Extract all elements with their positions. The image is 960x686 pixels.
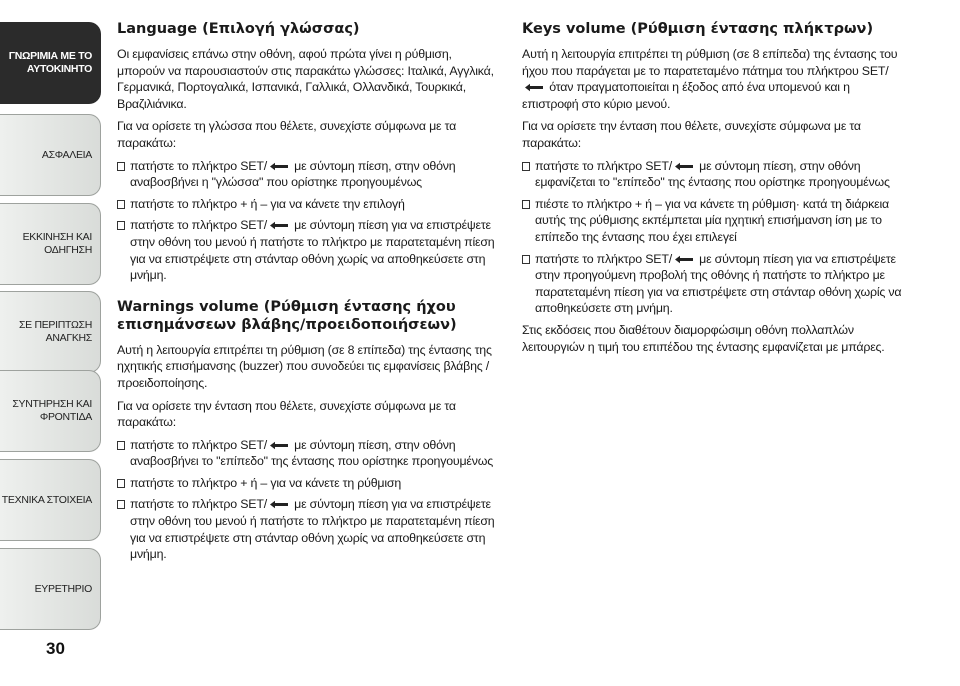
tab-technical-data[interactable] bbox=[0, 459, 101, 541]
list-item: πατήστε το πλήκτρο SET/ με σύντομη πίεση, στην οθόνη αναβοσβήνει το "επίπεδο" της έντασης που ορίστηκε προηγουμένως bbox=[117, 437, 497, 470]
checkbox-bullet-icon bbox=[117, 441, 125, 450]
back-arrow-icon bbox=[269, 441, 289, 450]
list-item: πατήστε το πλήκτρο SET/ με σύντομη πίεση, στην οθόνη εμφανίζεται το "επίπεδο" της έντασης που ορίστηκε προηγουμένως bbox=[522, 158, 907, 191]
language-intro: Οι εμφανίσεις επάνω στην οθόνη, αφού πρώτα γίνει η ρύθμιση, μπορούν να παρουσιαστούν στις παρακάτω γλώσσες: Ιταλικά, Αγγλικά, Γερμανικά, Πορτογαλικά, Ισπανικά, Γαλλικά, Ολλανδικά, Τουρκικά, Βραζιλιάνικα. bbox=[117, 47, 494, 111]
tab-safety[interactable] bbox=[0, 114, 101, 196]
checkbox-bullet-icon bbox=[117, 200, 125, 209]
tab-index[interactable] bbox=[0, 548, 101, 630]
checkbox-bullet-icon bbox=[522, 162, 530, 171]
tab-starting-driving[interactable] bbox=[0, 203, 101, 285]
list-item: πατήστε το πλήκτρο + ή – για να κάνετε τη ρύθμιση bbox=[117, 475, 497, 492]
list-item: πατήστε το πλήκτρο SET/ με σύντομη πίεση, στην οθόνη αναβοσβήνει η "γλώσσα" που ορίστηκε προηγουμένως bbox=[117, 158, 497, 191]
chapter-sidebar bbox=[0, 0, 103, 686]
checkbox-bullet-icon bbox=[117, 162, 125, 171]
tab-label: ΣΥΝΤΗΡΗΣΗ ΚΑΙ ΦΡΟΝΤΙΔΑ bbox=[12, 398, 92, 423]
keys-steps bbox=[522, 158, 907, 317]
warnings-steps bbox=[117, 437, 497, 563]
checkbox-bullet-icon bbox=[522, 255, 530, 264]
tab-label: ΕΚΚΙΝΗΣΗ ΚΑΙ ΟΔΗΓΗΣΗ bbox=[22, 231, 92, 256]
warnings-instruction: Για να ορίσετε την ένταση που θέλετε, συνεχίστε σύμφωνα με τα παρακάτω: bbox=[117, 398, 456, 430]
tab-maintenance-care[interactable] bbox=[0, 370, 101, 452]
page-number: 30 bbox=[46, 639, 65, 658]
back-arrow-icon bbox=[674, 255, 694, 264]
keys-heading: Keys volume (Ρύθμιση έντασης πλήκτρων) bbox=[522, 21, 874, 37]
warnings-heading: Warnings volume (Ρύθμιση έντασης ήχου επισημάνσεων βλάβης/προειδοποιήσεων) bbox=[117, 298, 457, 333]
back-arrow-icon bbox=[269, 221, 289, 230]
left-column bbox=[117, 20, 497, 568]
list-item: πατήστε το πλήκτρο + ή – για να κάνετε την επιλογή bbox=[117, 196, 497, 213]
list-item: πατήστε το πλήκτρο SET/ με σύντομη πίεση για να επιστρέψετε στην προηγούμενη προβολή της οθόνης ή πατήστε το πλήκτρο με παρατεταμένη πίεση για να επιστρέψετε στη στάνταρ οθόνη χωρίς να αποθηκεύσετε στη μνήμη. bbox=[522, 251, 907, 317]
keys-intro: Αυτή η λειτουργία επιτρέπει τη ρύθμιση (σε 8 επίπεδα) της έντασης του ήχου που παράγεται με το παρατεταμένο πάτημα του πλήκτρου SET/ όταν πραγματοποιείται η έξοδος από ένα υπομενού και η επιστροφή στο κύριο μενού. bbox=[522, 47, 898, 111]
tab-label: ΓΝΩΡΙΜΙΑ ΜΕ ΤΟ ΑΥΤΟΚΙΝΗΤΟ bbox=[8, 50, 92, 75]
tab-label: ΤΕΧΝΙΚΑ ΣΤΟΙΧΕΙΑ bbox=[1, 493, 92, 506]
language-heading: Language (Επιλογή γλώσσας) bbox=[117, 21, 360, 37]
checkbox-bullet-icon bbox=[117, 221, 125, 230]
back-arrow-icon bbox=[674, 162, 694, 171]
keys-instruction: Για να ορίσετε την ένταση που θέλετε, συνεχίστε σύμφωνα με τα παρακάτω: bbox=[522, 119, 861, 150]
back-arrow-icon bbox=[524, 83, 544, 92]
tab-label: ΑΣΦΑΛΕΙΑ bbox=[41, 148, 92, 161]
keys-note: Στις εκδόσεις που διαθέτουν διαμορφώσιμη οθόνη πολλαπλών λειτουργιών η τιμή του επιπέδου της έντασης εμφανίζεται με μπάρες. bbox=[522, 322, 885, 354]
list-item: πατήστε το πλήκτρο SET/ με σύντομη πίεση για να επιστρέψετε στην οθόνη του μενού ή πατήστε το πλήκτρο με παρατεταμένη πίεση για να επιστρέψετε στη στάνταρ οθόνη χωρίς να αποθηκεύσετε στη μνήμη. bbox=[117, 217, 497, 283]
list-item: πιέστε το πλήκτρο + ή – για να κάνετε τη ρύθμιση· κατά τη διάρκεια αυτής της ρύθμισης εκπέμπεται μία ηχητική επισήμανση ίση με το επίπεδο της έντασης που έχει επιλεγεί bbox=[522, 196, 907, 246]
checkbox-bullet-icon bbox=[117, 500, 125, 509]
language-instruction: Για να ορίσετε τη γλώσσα που θέλετε, συνεχίστε σύμφωνα με τα παρακάτω: bbox=[117, 119, 457, 150]
list-item: πατήστε το πλήκτρο SET/ με σύντομη πίεση για να επιστρέψετε στην οθόνη του μενού ή πατήστε το πλήκτρο με παρατεταμένη πίεση για να επιστρέψετε στη στάνταρ οθόνη χωρίς να αποθηκεύσετε στη μνήμη. bbox=[117, 496, 497, 562]
back-arrow-icon bbox=[269, 162, 289, 171]
checkbox-bullet-icon bbox=[117, 479, 125, 488]
warnings-intro: Αυτή η λειτουργία επιτρέπει τη ρύθμιση (σε 8 επίπεδα) της έντασης της ηχητικής επισήμανσης (buzzer) που συνοδεύει τις εμφανίσεις βλάβης / προειδοποίησης. bbox=[117, 342, 492, 390]
back-arrow-icon bbox=[269, 500, 289, 509]
tab-label: ΕΥΡΕΤΗΡΙΟ bbox=[34, 582, 92, 595]
tab-label: ΣΕ ΠΕΡΙΠΤΩΣΗ ΑΝΑΓΚΗΣ bbox=[18, 319, 92, 344]
right-column bbox=[522, 20, 907, 361]
checkbox-bullet-icon bbox=[522, 200, 530, 209]
tab-getting-to-know-car[interactable] bbox=[0, 22, 101, 104]
language-steps bbox=[117, 158, 497, 284]
tab-emergency[interactable] bbox=[0, 291, 101, 373]
